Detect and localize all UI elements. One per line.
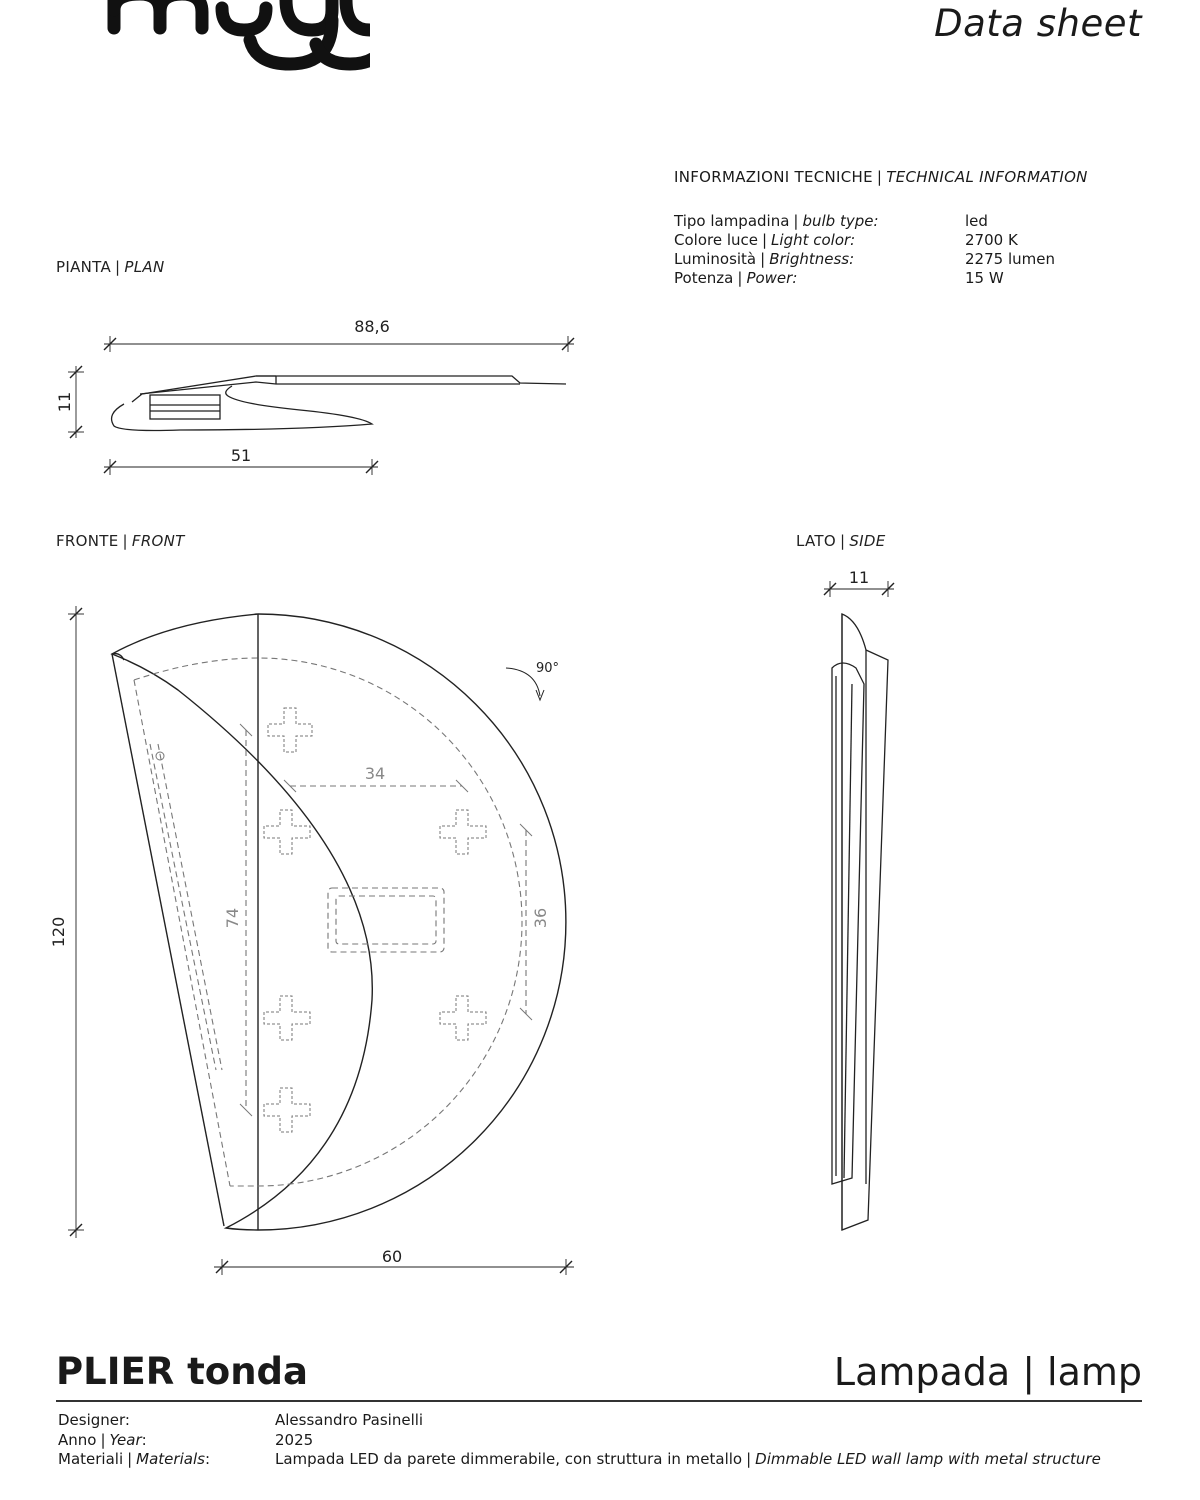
side-drawing bbox=[824, 581, 894, 1230]
spec-label-power: Potenza | Power: bbox=[674, 269, 798, 287]
tech-info-heading: INFORMAZIONI TECNICHE | TECHNICAL INFORMATION bbox=[674, 168, 1088, 186]
plan-dim-width: 88,6 bbox=[354, 317, 390, 336]
spec-value-color: 2700 K bbox=[965, 231, 1018, 249]
year-value: 2025 bbox=[275, 1431, 314, 1449]
product-type: Lampada | lamp bbox=[833, 1350, 1142, 1394]
spec-label-brightness: Luminosità | Brightness: bbox=[674, 250, 855, 268]
spec-value-brightness: 2275 lumen bbox=[965, 250, 1055, 268]
front-dim-hole-h: 34 bbox=[364, 764, 386, 783]
designer-label: Designer: bbox=[58, 1411, 130, 1429]
plan-label: PIANTA | PLAN bbox=[56, 258, 165, 276]
front-drawing bbox=[68, 606, 574, 1275]
front-label: FRONTE | FRONT bbox=[56, 532, 185, 550]
materials-value: Lampada LED da parete dimmerabile, con struttura in metallo | Dimmable LED wall lamp with metal structure bbox=[275, 1450, 1101, 1468]
plan-dim-base: 51 bbox=[230, 446, 252, 465]
header-title: Data sheet bbox=[934, 2, 1142, 45]
materials-label: Materiali | Materials: bbox=[58, 1450, 210, 1468]
front-dim-height: 120 bbox=[49, 916, 68, 948]
spec-value-bulb: led bbox=[965, 212, 988, 230]
product-name: PLIER tonda bbox=[56, 1350, 309, 1393]
side-label: LATO | SIDE bbox=[796, 532, 886, 550]
designer-value: Alessandro Pasinelli bbox=[275, 1411, 424, 1429]
spec-label-bulb: Tipo lampadina | bulb type: bbox=[674, 212, 879, 230]
tech-info-heading-en: TECHNICAL INFORMATION bbox=[886, 168, 1088, 186]
side-dim-depth: 11 bbox=[848, 568, 870, 587]
spec-value-power: 15 W bbox=[965, 269, 1004, 287]
footer-divider bbox=[56, 1400, 1142, 1402]
front-dim-width: 60 bbox=[381, 1247, 403, 1266]
year-label: Anno | Year: bbox=[58, 1431, 147, 1449]
front-dim-hole-v: 74 bbox=[223, 907, 242, 929]
plan-drawing bbox=[68, 336, 574, 475]
spec-label-color: Colore luce | Light color: bbox=[674, 231, 856, 249]
tech-info-heading-it: INFORMAZIONI TECNICHE bbox=[674, 168, 873, 186]
front-rotation-label: 90° bbox=[536, 661, 560, 676]
front-dim-hole-v2: 36 bbox=[531, 907, 550, 929]
plan-dim-height: 11 bbox=[55, 391, 74, 413]
